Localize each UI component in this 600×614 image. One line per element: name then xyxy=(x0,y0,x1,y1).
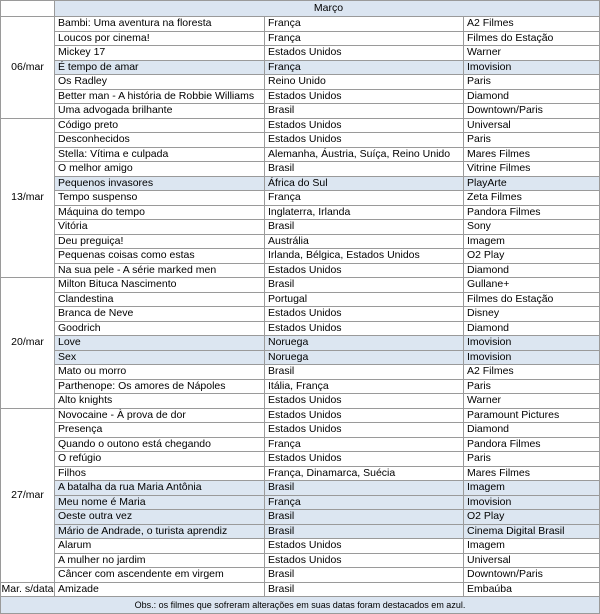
film-title-cell: Meu nome é Maria xyxy=(55,495,265,510)
film-title-cell: Novocaine - À prova de dor xyxy=(55,408,265,423)
country-cell: França xyxy=(265,31,464,46)
footer-note: Obs.: os filmes que sofreram alterações em suas datas foram destacados em azul. xyxy=(1,597,600,614)
film-title-cell: Mato ou morro xyxy=(55,365,265,380)
distributor-cell: Diamond xyxy=(464,423,600,438)
distributor-cell: A2 Filmes xyxy=(464,17,600,32)
film-title-cell: Better man - A história de Robbie Williams xyxy=(55,89,265,104)
distributor-cell: Universal xyxy=(464,118,600,133)
table-row xyxy=(1,60,600,75)
month-header: Março xyxy=(55,1,600,17)
table-row xyxy=(1,495,600,510)
distributor-cell: Cinema Digital Brasil xyxy=(464,524,600,539)
country-cell: Portugal xyxy=(265,292,464,307)
film-title-cell: Quando o outono está chegando xyxy=(55,437,265,452)
film-title-cell: Parthenope: Os amores de Nápoles xyxy=(55,379,265,394)
film-title-cell: Tempo suspenso xyxy=(55,191,265,206)
table-row xyxy=(1,75,600,90)
country-cell: Estados Unidos xyxy=(265,539,464,554)
film-title-cell: Câncer com ascendente em virgem xyxy=(55,568,265,583)
distributor-cell: Sony xyxy=(464,220,600,235)
table-row xyxy=(1,568,600,583)
film-title-cell: Amizade xyxy=(55,582,265,597)
distributor-cell: Zeta Filmes xyxy=(464,191,600,206)
country-cell: França xyxy=(265,437,464,452)
distributor-cell: Mares Filmes xyxy=(464,147,600,162)
table-row xyxy=(1,524,600,539)
country-cell: França xyxy=(265,495,464,510)
film-title-cell: Milton Bituca Nascimento xyxy=(55,278,265,293)
table-row xyxy=(1,118,600,133)
table-row xyxy=(1,553,600,568)
distributor-cell: Filmes do Estação xyxy=(464,292,600,307)
distributor-cell: Imagem xyxy=(464,539,600,554)
country-cell: Estados Unidos xyxy=(265,133,464,148)
month-header-row xyxy=(1,1,600,17)
distributor-cell: A2 Filmes xyxy=(464,365,600,380)
film-title-cell: Pequenas coisas como estas xyxy=(55,249,265,264)
film-title-cell: A batalha da rua Maria Antônia xyxy=(55,481,265,496)
film-title-cell: Os Radley xyxy=(55,75,265,90)
country-cell: Brasil xyxy=(265,278,464,293)
distributor-cell: Diamond xyxy=(464,263,600,278)
table-row xyxy=(1,147,600,162)
country-cell: Estados Unidos xyxy=(265,452,464,467)
country-cell: Irlanda, Bélgica, Estados Unidos xyxy=(265,249,464,264)
table-row xyxy=(1,481,600,496)
country-cell: Alemanha, Áustria, Suíça, Reino Unido xyxy=(265,147,464,162)
table-row xyxy=(1,408,600,423)
film-title-cell: Alto knights xyxy=(55,394,265,409)
country-cell: Noruega xyxy=(265,336,464,351)
country-cell: França xyxy=(265,60,464,75)
country-cell: Estados Unidos xyxy=(265,423,464,438)
film-title-cell: Stella: Vítima e culpada xyxy=(55,147,265,162)
distributor-cell: O2 Play xyxy=(464,510,600,525)
distributor-cell: Warner xyxy=(464,46,600,61)
film-title-cell: Filhos xyxy=(55,466,265,481)
film-title-cell: Mickey 17 xyxy=(55,46,265,61)
distributor-cell: Gullane+ xyxy=(464,278,600,293)
film-title-cell: Sex xyxy=(55,350,265,365)
table-row xyxy=(1,104,600,119)
film-title-cell: Loucos por cinema! xyxy=(55,31,265,46)
table-row xyxy=(1,17,600,32)
distributor-cell: Embaúba xyxy=(464,582,600,597)
release-date-cell: 13/mar xyxy=(1,118,55,278)
distributor-cell: Warner xyxy=(464,394,600,409)
table-row xyxy=(1,176,600,191)
film-title-cell: Oeste outra vez xyxy=(55,510,265,525)
distributor-cell: Paris xyxy=(464,379,600,394)
table-row xyxy=(1,46,600,61)
country-cell: Brasil xyxy=(265,568,464,583)
release-date-cell: Mar. s/data xyxy=(1,582,54,595)
distributor-cell: Pandora Filmes xyxy=(464,437,600,452)
table-row xyxy=(1,249,600,264)
distributor-cell: Imovision xyxy=(464,336,600,351)
film-title-cell: Uma advogada brilhante xyxy=(55,104,265,119)
film-title-cell: Clandestina xyxy=(55,292,265,307)
release-date-cell: 20/mar xyxy=(1,278,55,409)
table-row xyxy=(1,263,600,278)
film-title-cell: Alarum xyxy=(55,539,265,554)
table-row xyxy=(1,321,600,336)
distributor-cell: Paris xyxy=(464,75,600,90)
country-cell: África do Sul xyxy=(265,176,464,191)
table-row xyxy=(1,31,600,46)
table-row xyxy=(1,423,600,438)
country-cell: Estados Unidos xyxy=(265,408,464,423)
country-cell: França, Dinamarca, Suécia xyxy=(265,466,464,481)
country-cell: Austrália xyxy=(265,234,464,249)
distributor-cell: Imagem xyxy=(464,481,600,496)
country-cell: Brasil xyxy=(265,365,464,380)
country-cell: Brasil xyxy=(265,524,464,539)
distributor-cell: Disney xyxy=(464,307,600,322)
country-cell: Inglaterra, Irlanda xyxy=(265,205,464,220)
footer-row xyxy=(1,597,600,614)
film-title-cell: É tempo de amar xyxy=(55,60,265,75)
table-row xyxy=(1,133,600,148)
table-row xyxy=(1,220,600,235)
table-row xyxy=(1,437,600,452)
film-title-cell: Na sua pele - A série marked men xyxy=(55,263,265,278)
country-cell: Estados Unidos xyxy=(265,553,464,568)
country-cell: Estados Unidos xyxy=(265,307,464,322)
table-row xyxy=(1,582,600,597)
distributor-cell: Filmes do Estação xyxy=(464,31,600,46)
distributor-cell: Imagem xyxy=(464,234,600,249)
film-title-cell: O refúgio xyxy=(55,452,265,467)
table-row xyxy=(1,350,600,365)
distributor-cell: Mares Filmes xyxy=(464,466,600,481)
table-row xyxy=(1,510,600,525)
table-row xyxy=(1,292,600,307)
table-row xyxy=(1,307,600,322)
distributor-cell: Imovision xyxy=(464,60,600,75)
film-title-cell: Love xyxy=(55,336,265,351)
film-title-cell: Desconhecidos xyxy=(55,133,265,148)
table-row xyxy=(1,365,600,380)
distributor-cell: Downtown/Paris xyxy=(464,104,600,119)
film-title-cell: Branca de Neve xyxy=(55,307,265,322)
distributor-cell: Diamond xyxy=(464,89,600,104)
table-row xyxy=(1,466,600,481)
distributor-cell: PlayArte xyxy=(464,176,600,191)
country-cell: Brasil xyxy=(265,481,464,496)
table-row xyxy=(1,336,600,351)
country-cell: Reino Unido xyxy=(265,75,464,90)
film-title-cell: O melhor amigo xyxy=(55,162,265,177)
country-cell: Estados Unidos xyxy=(265,394,464,409)
film-title-cell: A mulher no jardim xyxy=(55,553,265,568)
table-row xyxy=(1,394,600,409)
distributor-cell: Pandora Filmes xyxy=(464,205,600,220)
country-cell: Brasil xyxy=(265,582,464,597)
film-title-cell: Mário de Andrade, o turista aprendiz xyxy=(55,524,265,539)
table-row xyxy=(1,234,600,249)
distributor-cell: Diamond xyxy=(464,321,600,336)
release-date-cell: 27/mar xyxy=(1,408,55,582)
film-title-cell: Bambi: Uma aventura na floresta xyxy=(55,17,265,32)
table-row xyxy=(1,539,600,554)
table-row xyxy=(1,379,600,394)
country-cell: Itália, França xyxy=(265,379,464,394)
country-cell: Estados Unidos xyxy=(265,89,464,104)
film-title-cell: Código preto xyxy=(55,118,265,133)
film-title-cell: Deu preguiça! xyxy=(55,234,265,249)
distributor-cell: Downtown/Paris xyxy=(464,568,600,583)
table-row xyxy=(1,205,600,220)
table-row xyxy=(1,278,600,293)
distributor-cell: Imovision xyxy=(464,495,600,510)
film-title-cell: Presença xyxy=(55,423,265,438)
release-date-cell: 06/mar xyxy=(1,17,55,119)
distributor-cell: Paris xyxy=(464,133,600,148)
distributor-cell: O2 Play xyxy=(464,249,600,264)
country-cell: Brasil xyxy=(265,220,464,235)
release-rows xyxy=(1,17,600,597)
country-cell: França xyxy=(265,17,464,32)
country-cell: Noruega xyxy=(265,350,464,365)
distributor-cell: Paramount Pictures xyxy=(464,408,600,423)
country-cell: Estados Unidos xyxy=(265,321,464,336)
table-row xyxy=(1,162,600,177)
country-cell: Estados Unidos xyxy=(265,46,464,61)
corner-cell xyxy=(1,1,55,17)
country-cell: Estados Unidos xyxy=(265,118,464,133)
distributor-cell: Imovision xyxy=(464,350,600,365)
country-cell: Brasil xyxy=(265,510,464,525)
country-cell: Estados Unidos xyxy=(265,263,464,278)
country-cell: França xyxy=(265,191,464,206)
country-cell: Brasil xyxy=(265,162,464,177)
table-row xyxy=(1,89,600,104)
country-cell: Brasil xyxy=(265,104,464,119)
film-title-cell: Goodrich xyxy=(55,321,265,336)
film-title-cell: Pequenos invasores xyxy=(55,176,265,191)
table-row xyxy=(1,452,600,467)
table-row xyxy=(1,191,600,206)
distributor-cell: Paris xyxy=(464,452,600,467)
film-title-cell: Vitória xyxy=(55,220,265,235)
distributor-cell: Universal xyxy=(464,553,600,568)
film-title-cell: Máquina do tempo xyxy=(55,205,265,220)
distributor-cell: Vitrine Filmes xyxy=(464,162,600,177)
